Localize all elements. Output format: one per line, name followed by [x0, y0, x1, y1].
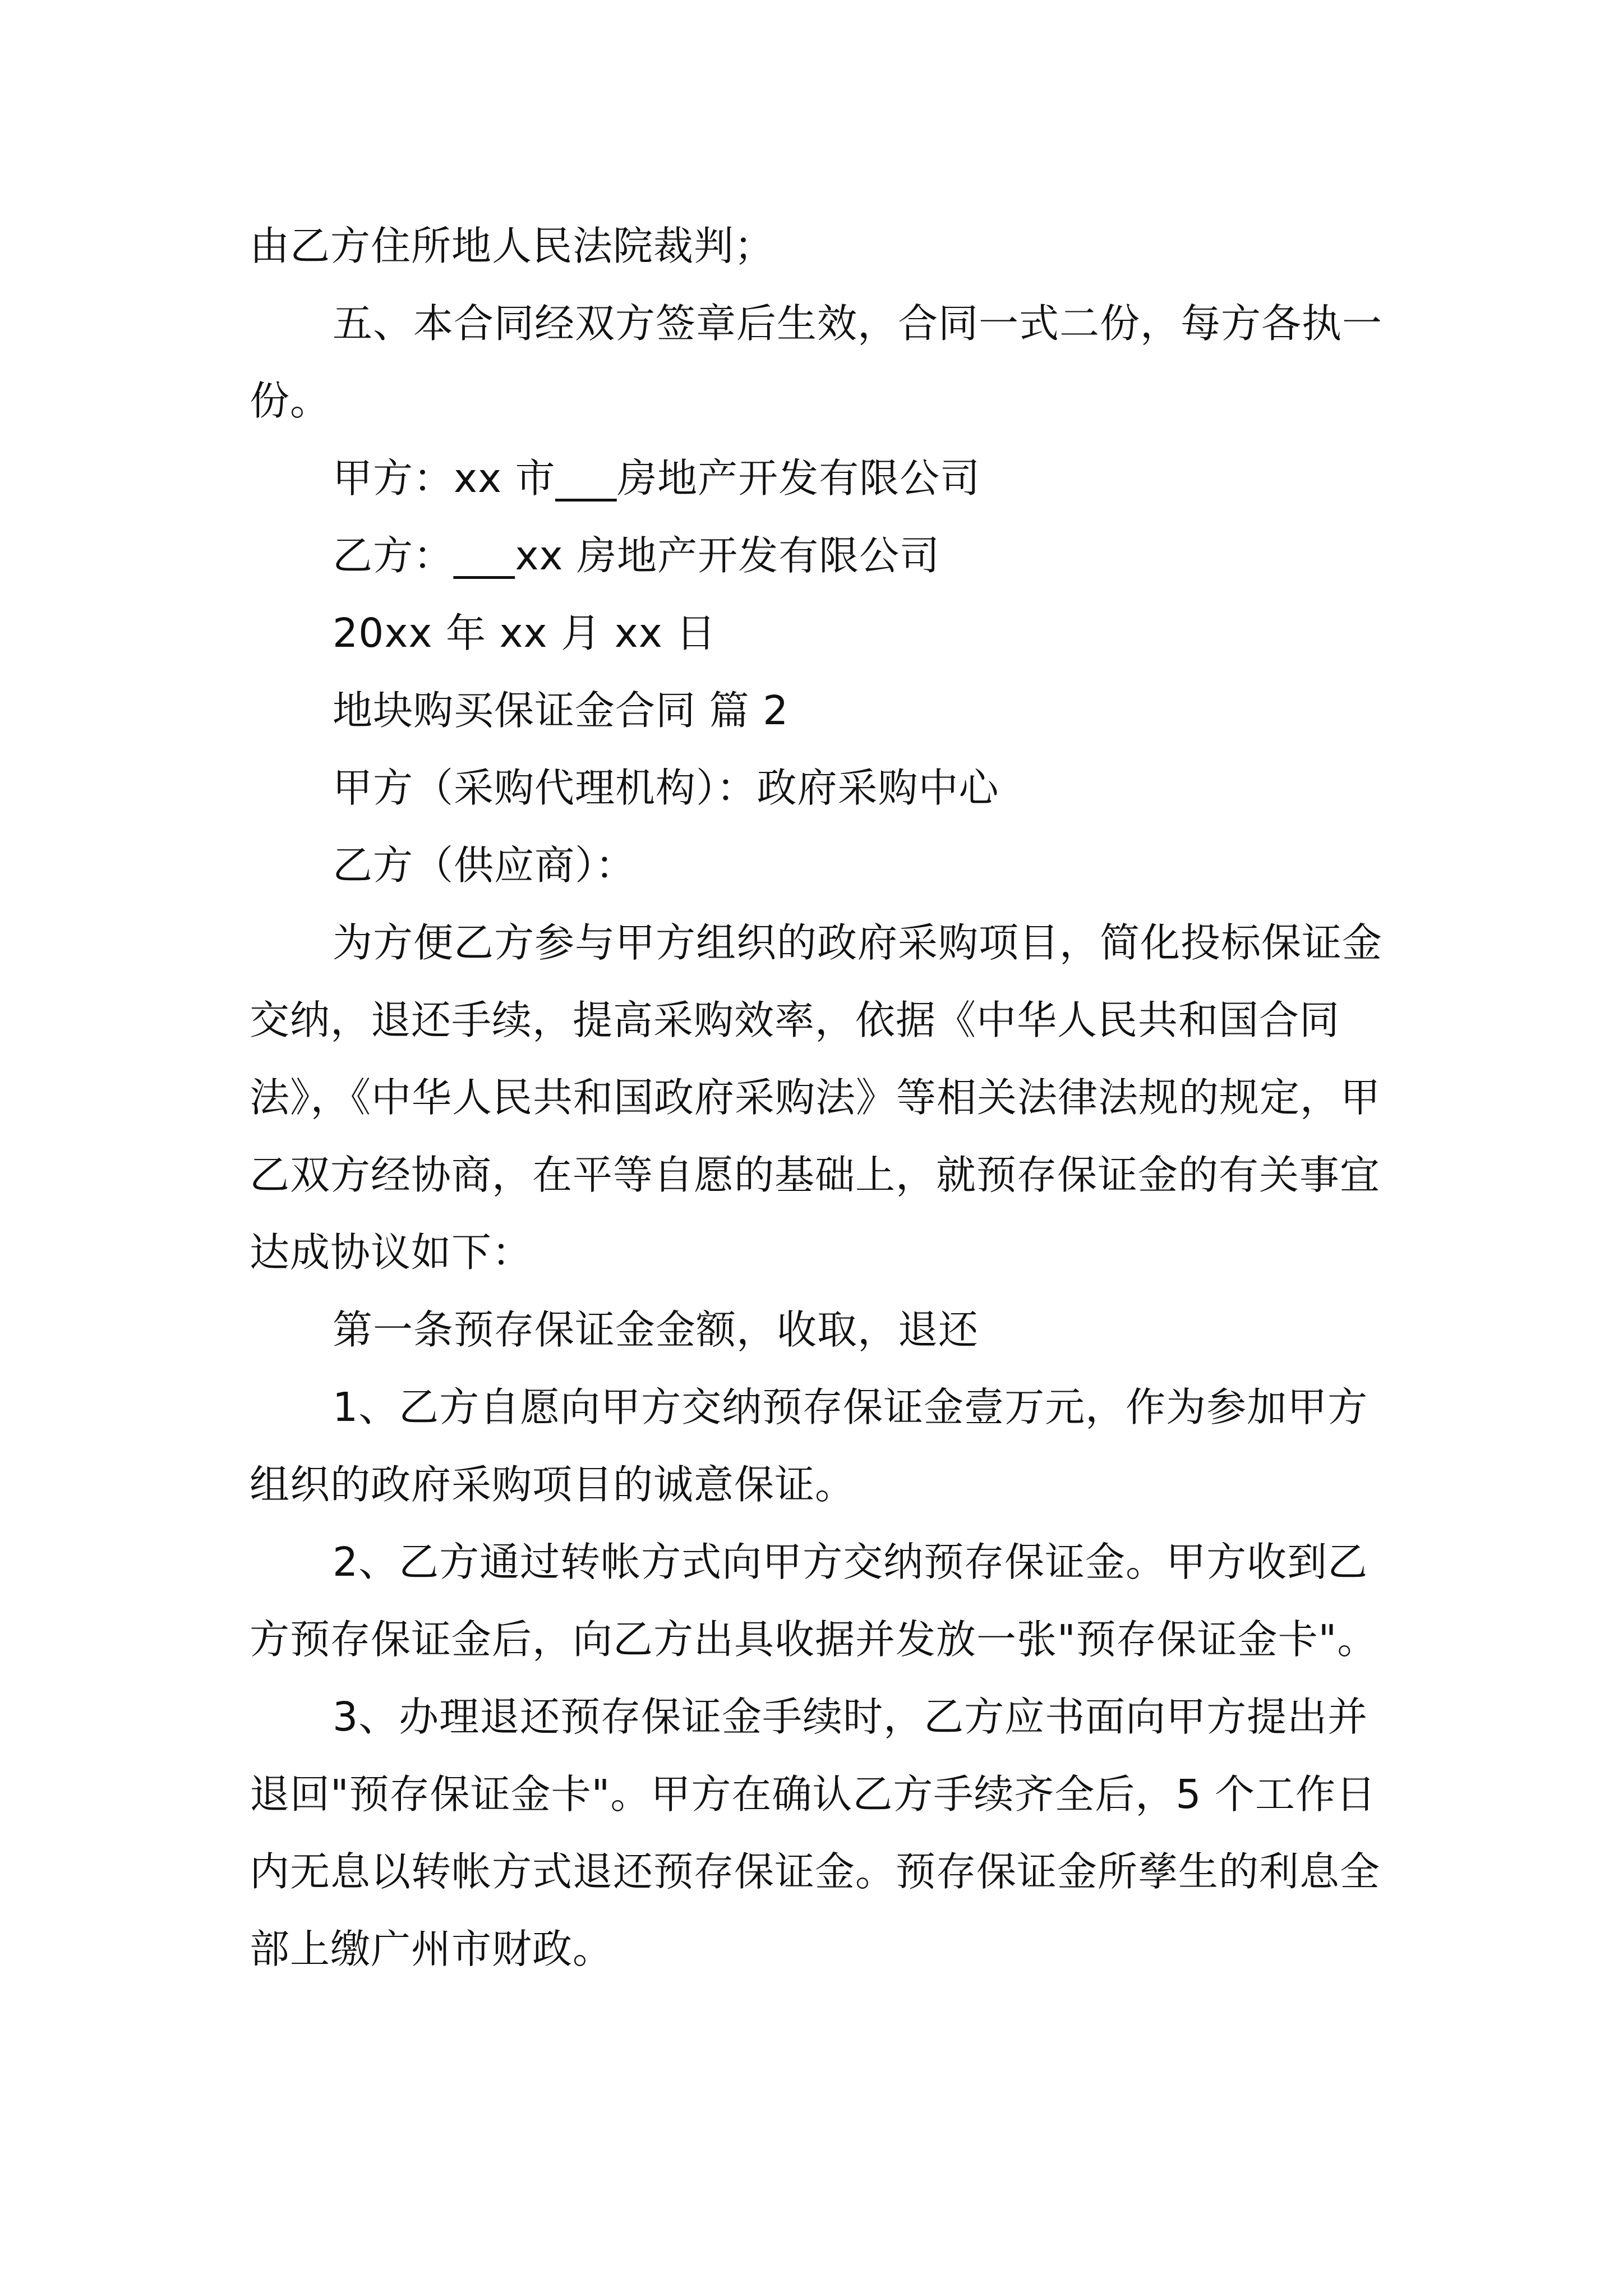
clause-3: 3、办理退还预存保证金手续时，乙方应书面向甲方提出并退回"预存保证金卡"。甲方在确认乙方手续齐全后，5 个工作日内无息以转帐方式退还预存保证金。预存保证金所孳生的利息全部上缴广州市财政。 — [250, 1694, 1381, 1972]
clause-1: 1、乙方自愿向甲方交纳预存保证金壹万元，作为参加甲方组织的政府采购项目的诚意保证。 — [250, 1384, 1368, 1508]
clause-2: 2、乙方通过转帐方式向甲方交纳预存保证金。甲方收到乙方预存保证金后，向乙方出具收据并发放一张"预存保证金卡"。 — [250, 1539, 1378, 1663]
paragraph-1: 由乙方住所地人民法院裁判； — [250, 223, 775, 269]
paragraph-date: 20xx 年 xx 月 xx 日 — [333, 610, 717, 656]
paragraph-party-a: 甲方：xx 市___房地产开发有限公司 — [333, 455, 981, 501]
paragraph-party-b-supplier: 乙方（供应商）： — [333, 842, 636, 889]
document-body — [250, 208, 1388, 1988]
paragraph-preamble: 为方便乙方参与甲方组织的政府采购项目，简化投标保证金交纳，退还手续，提高采购效率，依据《中华人民共和国合同法》，《中华人民共和国政府采购法》等相关法律法规的规定，甲乙双方经协商，在平等自愿的基础上，就预存保证金的有关事宜达成协议如下： — [250, 919, 1383, 1276]
paragraph-party-a-agency: 甲方（采购代理机构）：政府采购中心 — [333, 765, 999, 811]
paragraph-2: 五、本合同经双方签章后生效，合同一式二份，每方各执一份。 — [250, 300, 1383, 424]
article-1-heading: 第一条预存保证金金额，收取，退还 — [333, 1306, 979, 1353]
paragraph-party-b: 乙方：___xx 房地产开发有限公司 — [333, 532, 940, 579]
section-heading: 地块购买保证金合同 篇 2 — [333, 687, 789, 734]
